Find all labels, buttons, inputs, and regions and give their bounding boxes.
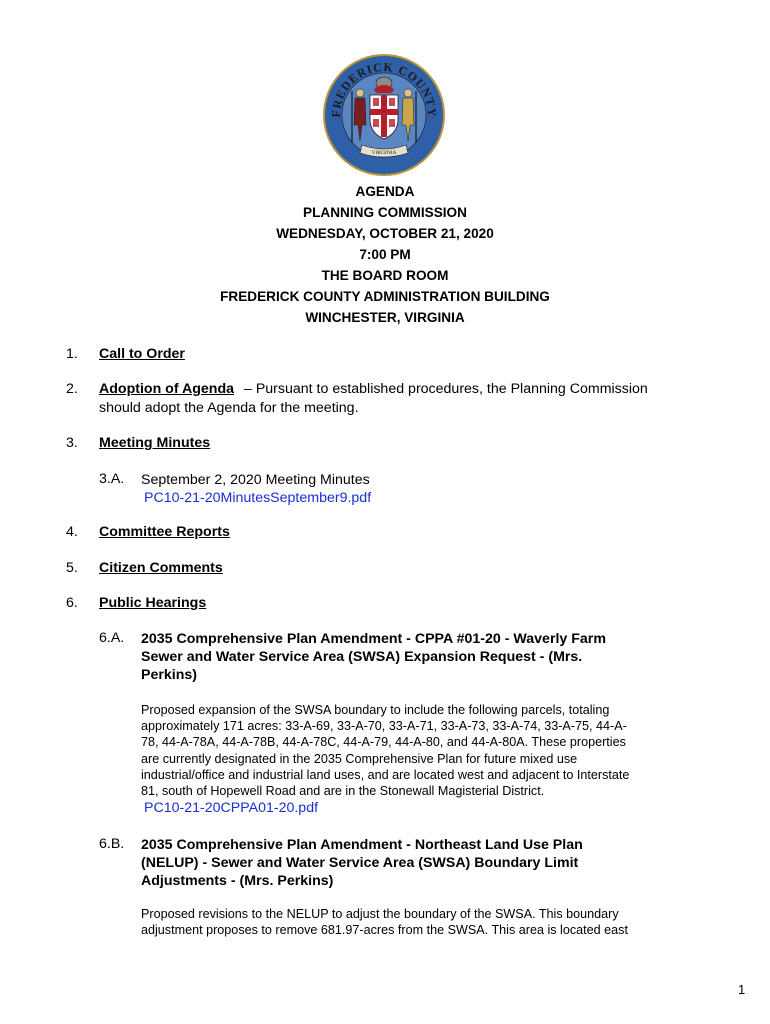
- paragraph-line: industrial/office and industrial land uses, and are located west and adjacent to Interstate: [141, 767, 630, 782]
- sub-item-number: 6.B.: [99, 836, 125, 852]
- item-description-continued: should adopt the Agenda for the meeting.: [99, 400, 359, 416]
- sub-item-paragraph: [141, 906, 669, 938]
- cppa-pdf-link[interactable]: PC10-21-20CPPA01-20.pdf: [144, 800, 319, 816]
- paragraph-line: adjustment proposes to remove 681.97-acres from the SWSA. This area is located east: [141, 923, 628, 938]
- seal-ribbon-text: VIRGINIA: [371, 150, 397, 156]
- item-title: Adoption of Agenda: [99, 381, 235, 397]
- header-line: FREDERICK COUNTY ADMINISTRATION BUILDING: [220, 289, 550, 304]
- item-number: 3.: [66, 435, 78, 451]
- header-line: 7:00 PM: [359, 247, 411, 262]
- paragraph-line: Proposed expansion of the SWSA boundary to include the following parcels, totaling: [141, 703, 610, 717]
- header-line: PLANNING COMMISSION: [303, 205, 467, 220]
- item-title: Call to Order: [99, 346, 185, 362]
- sub-item-title-line: 2035 Comprehensive Plan Amendment - CPPA #01-20 - Waverly Farm: [141, 631, 606, 647]
- header-line: THE BOARD ROOM: [321, 268, 449, 283]
- agenda-header: [0, 181, 770, 328]
- item-description: – Pursuant to established procedures, the Planning Commission: [244, 381, 648, 397]
- header-line: AGENDA: [355, 184, 415, 199]
- item-title: Citizen Comments: [99, 560, 223, 576]
- sub-item-title-line: Sewer and Water Service Area (SWSA) Expansion Request - (Mrs.: [141, 649, 583, 665]
- paragraph-line: 81, south of Hopewell Road and are in the Stonewall Magisterial District.: [141, 784, 545, 799]
- item-title: Committee Reports: [99, 524, 230, 540]
- minutes-pdf-link[interactable]: PC10-21-20MinutesSeptember9.pdf: [144, 490, 372, 506]
- sub-item-title-line: (NELUP) - Sewer and Water Service Area (SWSA) Boundary Limit: [141, 855, 579, 871]
- sub-item-text: September 2, 2020 Meeting Minutes: [141, 472, 370, 488]
- item-number: 2.: [66, 381, 78, 397]
- sub-item-title-line: 2035 Comprehensive Plan Amendment - Northeast Land Use Plan: [141, 837, 583, 853]
- item-number: 1.: [66, 346, 78, 362]
- item-number: 6.: [66, 595, 78, 611]
- sub-item-title-line: Perkins): [141, 667, 197, 683]
- paragraph-line: are currently designated in the 2035 Comprehensive Plan for future mixed use: [141, 751, 578, 766]
- paragraph-line: approximately 171 acres: 33-A-69, 33-A-70, 33-A-71, 33-A-73, 33-A-74, 33-A-75, 44-A-: [141, 719, 627, 734]
- item-number: 4.: [66, 524, 78, 540]
- sub-item-title: [141, 630, 661, 684]
- paragraph-line: Proposed revisions to the NELUP to adjust the boundary of the SWSA. This boundary: [141, 907, 619, 921]
- sub-item-number: 6.A.: [99, 630, 125, 646]
- page-number: 1: [738, 982, 746, 997]
- frederick-county-seal: [322, 53, 446, 177]
- seal-arc-text: FREDERICK COUNTY: [328, 59, 440, 118]
- sub-item-paragraph: [141, 702, 669, 799]
- sub-item-number: 3.A.: [99, 471, 125, 487]
- sub-item-title: [141, 836, 661, 890]
- sub-item-title-line: Adjustments - (Mrs. Perkins): [141, 873, 334, 889]
- item-title: Public Hearings: [99, 595, 207, 611]
- item-number: 5.: [66, 560, 78, 576]
- header-line: WINCHESTER, VIRGINIA: [305, 310, 465, 325]
- header-line: WEDNESDAY, OCTOBER 21, 2020: [276, 226, 494, 241]
- paragraph-line: 78, 44-A-78A, 44-A-78B, 44-A-78C, 44-A-79, 44-A-80, and 44-A-80A. These properties: [141, 735, 626, 750]
- item-title: Meeting Minutes: [99, 435, 211, 451]
